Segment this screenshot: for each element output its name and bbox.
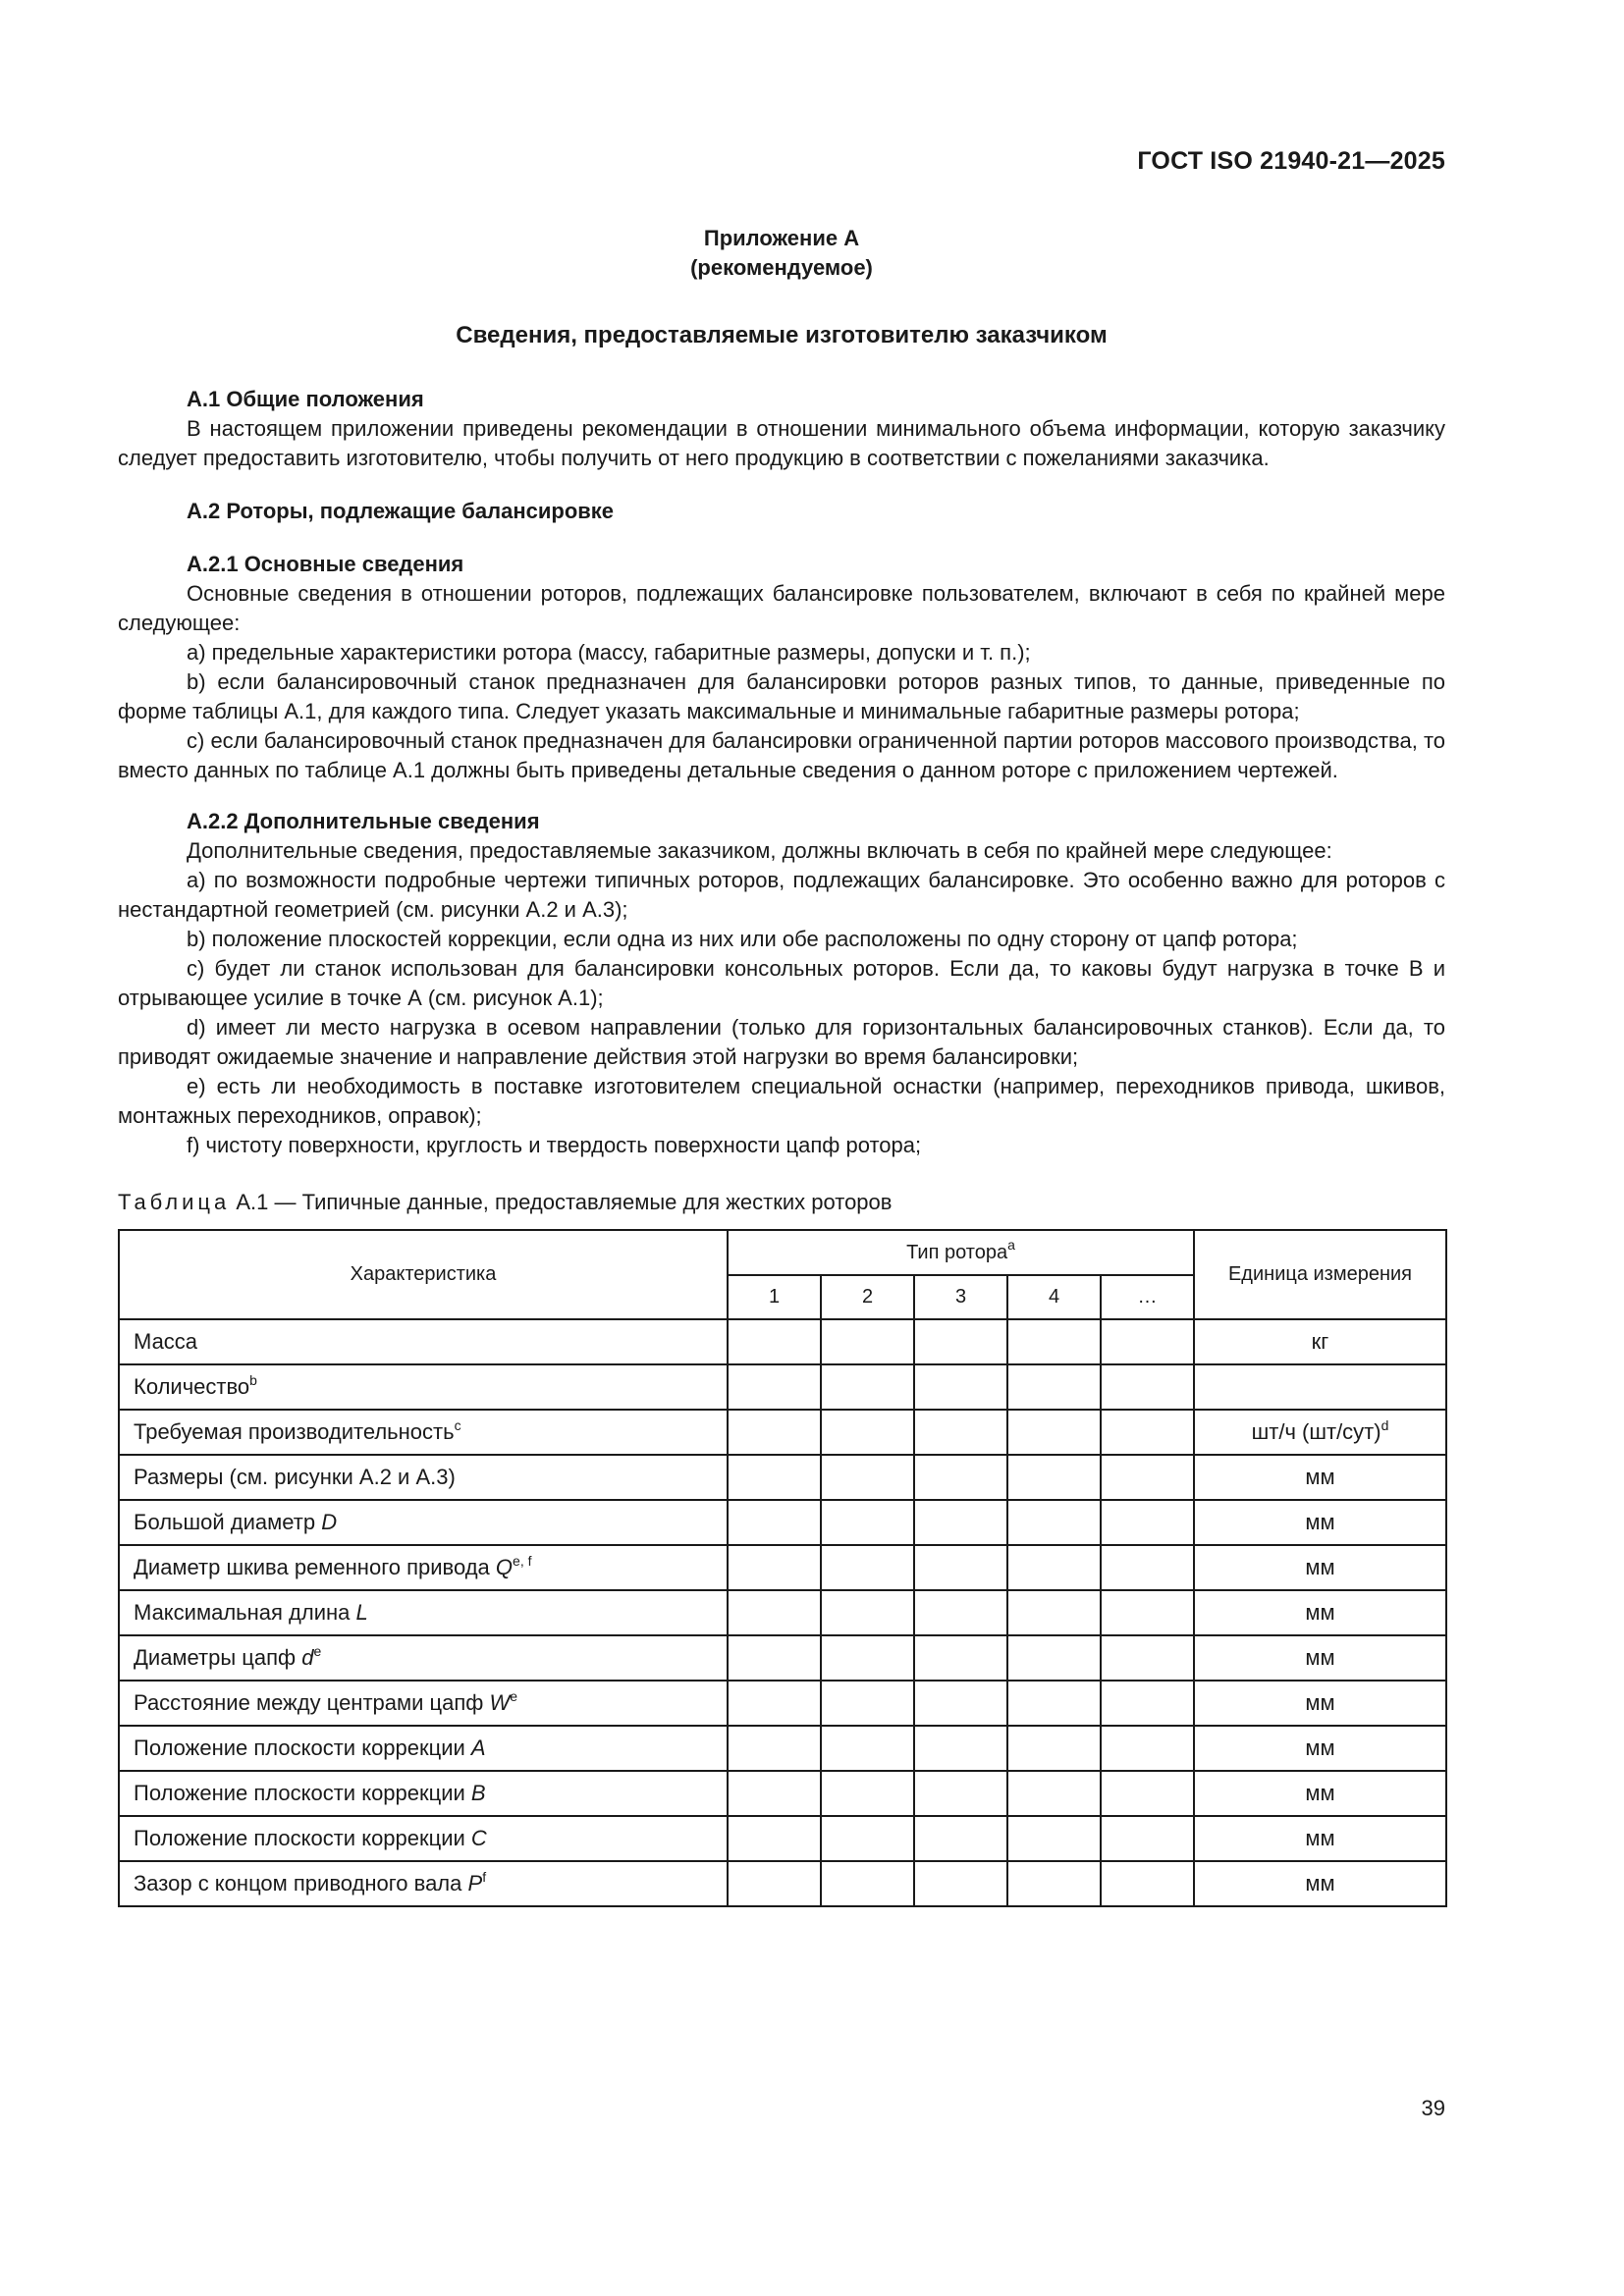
table-caption xyxy=(118,1188,1445,1217)
table-cell xyxy=(914,1590,1007,1635)
table-cell xyxy=(914,1500,1007,1545)
list-item: d) имеет ли место нагрузка в осевом направлении (только для горизонтальных балансировочных станков). Если да, то приводят ожидаемые значение и направление действия этой нагрузки во время балансировки; xyxy=(118,1015,1445,1069)
row-unit: мм xyxy=(1194,1861,1446,1906)
row-label: Положение плоскости коррекции A xyxy=(119,1726,728,1771)
table-cell xyxy=(821,1726,914,1771)
list-item: a) предельные характеристики ротора (массу, габаритные размеры, допуски и т. п.); xyxy=(187,640,1031,665)
table-row xyxy=(119,1319,1446,1364)
list-item: c) если балансировочный станок предназначен для балансировки ограниченной партии роторов массового производства, то вместо данных по таблице А.1 должны быть приведены детальные сведения о данном роторе с приложением чертежей. xyxy=(118,728,1446,782)
table-cell xyxy=(1101,1771,1194,1816)
table-cell xyxy=(1101,1635,1194,1681)
table-cell xyxy=(1007,1410,1101,1455)
table-cell xyxy=(821,1861,914,1906)
header-rotor-type xyxy=(728,1230,1194,1275)
table-cell xyxy=(1007,1455,1101,1500)
table-cell xyxy=(1007,1726,1101,1771)
row-label: Количество$^b$ xyxy=(119,1364,728,1410)
table-row xyxy=(119,1455,1446,1500)
table-row xyxy=(119,1861,1446,1906)
table-cell xyxy=(821,1410,914,1455)
list-item: a) по возможности подробные чертежи типичных роторов, подлежащих балансировке. Это особенно важно для роторов с нестандартной геометрией (см. рисунки А.2 и А.3); xyxy=(118,868,1445,922)
header-unit: Единица измерения xyxy=(1194,1230,1446,1319)
table-cell xyxy=(1007,1861,1101,1906)
table-cell xyxy=(728,1410,821,1455)
table-cell xyxy=(728,1681,821,1726)
table-row xyxy=(119,1771,1446,1816)
table-row xyxy=(119,1816,1446,1861)
row-unit: мм xyxy=(1194,1635,1446,1681)
section-a1-title: А.1 Общие положения xyxy=(187,387,424,411)
section-a21-title: А.2.1 Основные сведения xyxy=(187,552,464,576)
row-unit: мм xyxy=(1194,1816,1446,1861)
table-cell xyxy=(728,1545,821,1590)
header-rotor-type-3: 3 xyxy=(914,1275,1007,1319)
table-cell xyxy=(821,1590,914,1635)
table-cell xyxy=(821,1500,914,1545)
section-a22-title: А.2.2 Дополнительные сведения xyxy=(187,809,540,833)
row-unit: мм xyxy=(1194,1681,1446,1726)
table-cell xyxy=(914,1726,1007,1771)
section-a22-intro: Дополнительные сведения, предоставляемые заказчиком, должны включать в себя по крайней мере следующее: xyxy=(187,838,1332,863)
list-item: b) положение плоскостей коррекции, если одна из них или обе расположены по одну сторону от цапф ротора; xyxy=(187,927,1298,951)
row-label: Масса xyxy=(119,1319,728,1364)
table-cell xyxy=(1101,1500,1194,1545)
table-cell xyxy=(728,1635,821,1681)
table-cell xyxy=(1101,1726,1194,1771)
header-characteristic: Характеристика xyxy=(119,1230,728,1319)
table-caption-word: Таблица xyxy=(118,1190,231,1214)
table-cell xyxy=(914,1545,1007,1590)
table-cell xyxy=(914,1364,1007,1410)
table-cell xyxy=(728,1816,821,1861)
row-label: Требуемая производительность$^c$ xyxy=(119,1410,728,1455)
table-cell xyxy=(914,1861,1007,1906)
table-row xyxy=(119,1410,1446,1455)
table-cell xyxy=(1007,1635,1101,1681)
table-cell xyxy=(1007,1590,1101,1635)
section-a1-paragraph: В настоящем приложении приведены рекомендации в отношении минимального объема информации, которую заказчику следует предоставить изготовителю, чтобы получить от него продукцию в соответствии с пожеланиями заказчика. xyxy=(118,416,1445,470)
table-cell xyxy=(728,1590,821,1635)
table-row xyxy=(119,1364,1446,1410)
table-cell xyxy=(728,1364,821,1410)
table-cell xyxy=(821,1455,914,1500)
table-cell xyxy=(1007,1771,1101,1816)
table-cell xyxy=(1101,1410,1194,1455)
row-unit: мм xyxy=(1194,1500,1446,1545)
table-cell xyxy=(1007,1319,1101,1364)
table-cell xyxy=(1007,1816,1101,1861)
row-unit xyxy=(1194,1364,1446,1410)
table-cell xyxy=(1007,1545,1101,1590)
row-unit: мм xyxy=(1194,1545,1446,1590)
row-label: Положение плоскости коррекции B xyxy=(119,1771,728,1816)
list-item: e) есть ли необходимость в поставке изготовителем специальной оснастки (например, переходников привода, шкивов, монтажных переходников, оправок); xyxy=(118,1074,1445,1128)
row-unit: мм xyxy=(1194,1455,1446,1500)
row-unit: мм xyxy=(1194,1590,1446,1635)
table-cell xyxy=(1101,1455,1194,1500)
table-cell xyxy=(728,1861,821,1906)
table-cell xyxy=(914,1455,1007,1500)
table-cell xyxy=(821,1364,914,1410)
table-cell xyxy=(914,1816,1007,1861)
row-label: Диаметры цапф $d^e$ xyxy=(119,1635,728,1681)
table-cell xyxy=(1101,1319,1194,1364)
table-cell xyxy=(1007,1364,1101,1410)
table-row xyxy=(119,1500,1446,1545)
table-cell xyxy=(821,1771,914,1816)
header-rotor-type-4: 4 xyxy=(1007,1275,1101,1319)
page-content xyxy=(118,224,1445,1907)
table-cell xyxy=(728,1319,821,1364)
table-row xyxy=(119,1681,1446,1726)
table-row xyxy=(119,1545,1446,1590)
table-cell xyxy=(821,1545,914,1590)
row-label: Расстояние между центрами цапф $W^e$ xyxy=(119,1681,728,1726)
table-cell xyxy=(728,1500,821,1545)
rotor-data-table xyxy=(118,1229,1447,1907)
table-cell xyxy=(1101,1364,1194,1410)
header-rotor-type-2: 2 xyxy=(821,1275,914,1319)
document-id: ГОСТ ISO 21940-21—2025 xyxy=(1137,147,1445,175)
appendix-title: Приложение А xyxy=(703,226,860,250)
row-unit: кг xyxy=(1194,1319,1446,1364)
list-item: c) будет ли станок использован для балансировки консольных роторов. Если да, то каковы будут нагрузка в точке В и отрывающее усилие в точке А (см. рисунок А.1); xyxy=(118,956,1445,1010)
header-rotor-type-1: 1 xyxy=(728,1275,821,1319)
row-label: Размеры (см. рисунки А.2 и А.3) xyxy=(119,1455,728,1500)
table-cell xyxy=(728,1726,821,1771)
table-cell xyxy=(1007,1681,1101,1726)
appendix-heading: Сведения, предоставляемые изготовителю заказчиком xyxy=(456,322,1108,348)
table-cell xyxy=(728,1455,821,1500)
table-cell xyxy=(821,1319,914,1364)
table-cell xyxy=(1101,1681,1194,1726)
list-item: f) чистоту поверхности, круглость и твердость поверхности цапф ротора; xyxy=(187,1133,922,1157)
table-cell xyxy=(1101,1590,1194,1635)
page-number: 39 xyxy=(1421,2096,1445,2120)
table-cell xyxy=(914,1635,1007,1681)
table-cell xyxy=(914,1681,1007,1726)
section-a2-title: А.2 Роторы, подлежащие балансировке xyxy=(187,499,615,523)
row-label: Большой диаметр D xyxy=(119,1500,728,1545)
header-rotor-type-5: … xyxy=(1101,1275,1194,1319)
table-cell xyxy=(1101,1861,1194,1906)
row-unit: мм xyxy=(1194,1771,1446,1816)
row-unit: шт/ч $(шт/сут)^d$ xyxy=(1194,1410,1446,1455)
row-label: Диаметр шкива ременного привода Q$^{e, f}$ xyxy=(119,1545,728,1590)
table-cell xyxy=(728,1771,821,1816)
table-cell xyxy=(821,1681,914,1726)
table-caption-text: А.1 — Типичные данные, предоставляемые для жестких роторов xyxy=(230,1190,893,1214)
table-row xyxy=(119,1590,1446,1635)
appendix-status: (рекомендуемое) xyxy=(690,255,873,280)
row-unit: мм xyxy=(1194,1726,1446,1771)
table-row xyxy=(119,1635,1446,1681)
table-row xyxy=(119,1726,1446,1771)
table-cell xyxy=(821,1635,914,1681)
section-a21-intro: Основные сведения в отношении роторов, подлежащих балансировке пользователем, включают в себя по крайней мере следующее: xyxy=(118,581,1445,635)
table-cell xyxy=(1007,1500,1101,1545)
table-cell xyxy=(1101,1816,1194,1861)
table-cell xyxy=(914,1771,1007,1816)
footnote-mark: a xyxy=(1007,1236,1015,1253)
row-label: Максимальная длина L xyxy=(119,1590,728,1635)
row-label: Положение плоскости коррекции C xyxy=(119,1816,728,1861)
table-cell xyxy=(914,1410,1007,1455)
table-cell xyxy=(1101,1545,1194,1590)
table-cell xyxy=(821,1816,914,1861)
header-rotor-type-label: Тип ротора xyxy=(906,1241,1008,1263)
row-label: Зазор с концом приводного вала $P^f$ xyxy=(119,1861,728,1906)
table-cell xyxy=(914,1319,1007,1364)
list-item: b) если балансировочный станок предназначен для балансировки роторов разных типов, то данные, приведенные по форме таблицы А.1, для каждого типа. Следует указать максимальные и минимальные габаритные размеры ротора; xyxy=(118,669,1445,723)
